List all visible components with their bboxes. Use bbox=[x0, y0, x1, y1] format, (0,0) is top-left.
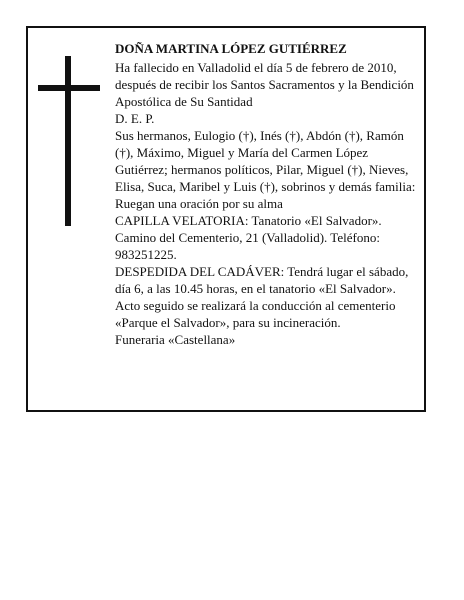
notice-text bbox=[115, 40, 421, 348]
cross-icon bbox=[38, 56, 100, 226]
obituary-notice bbox=[26, 26, 426, 412]
cross-horizontal-bar bbox=[38, 85, 100, 91]
family-list: Sus hermanos, Eulogio (†), Inés (†), Abdón (†), Ramón (†), Máximo, Miguel y María del Carmen López Gutiérrez; hermanos políticos, Pilar, Miguel (†), Nieves, Elisa, Suca, Maribel y Luis (†), sobrinos y demás familia: bbox=[115, 128, 416, 194]
rest-in-peace: D. E. P. bbox=[115, 111, 155, 126]
farewell-info: DESPEDIDA DEL CADÁVER: Tendrá lugar el sábado, día 6, a las 10.45 horas, en el tanatorio «El Salvador». Acto seguido se realizará la conducción al cementerio «Parque el Salvador», para su incineración. bbox=[115, 264, 409, 330]
death-announcement: Ha fallecido en Valladolid el día 5 de febrero de 2010, después de recibir los Santos Sacramentos y la Bendición Apostólica de Su Santidad bbox=[115, 60, 414, 109]
funeral-home: Funeraria «Castellana» bbox=[115, 332, 236, 347]
deceased-name: DOÑA MARTINA LÓPEZ GUTIÉRREZ bbox=[115, 41, 347, 56]
cross-vertical-bar bbox=[65, 56, 71, 226]
prayer-request: Ruegan una oración por su alma bbox=[115, 196, 283, 211]
wake-chapel-info: CAPILLA VELATORIA: Tanatorio «El Salvador». Camino del Cementerio, 21 (Valladolid). Teléfono: 983251225. bbox=[115, 213, 382, 262]
